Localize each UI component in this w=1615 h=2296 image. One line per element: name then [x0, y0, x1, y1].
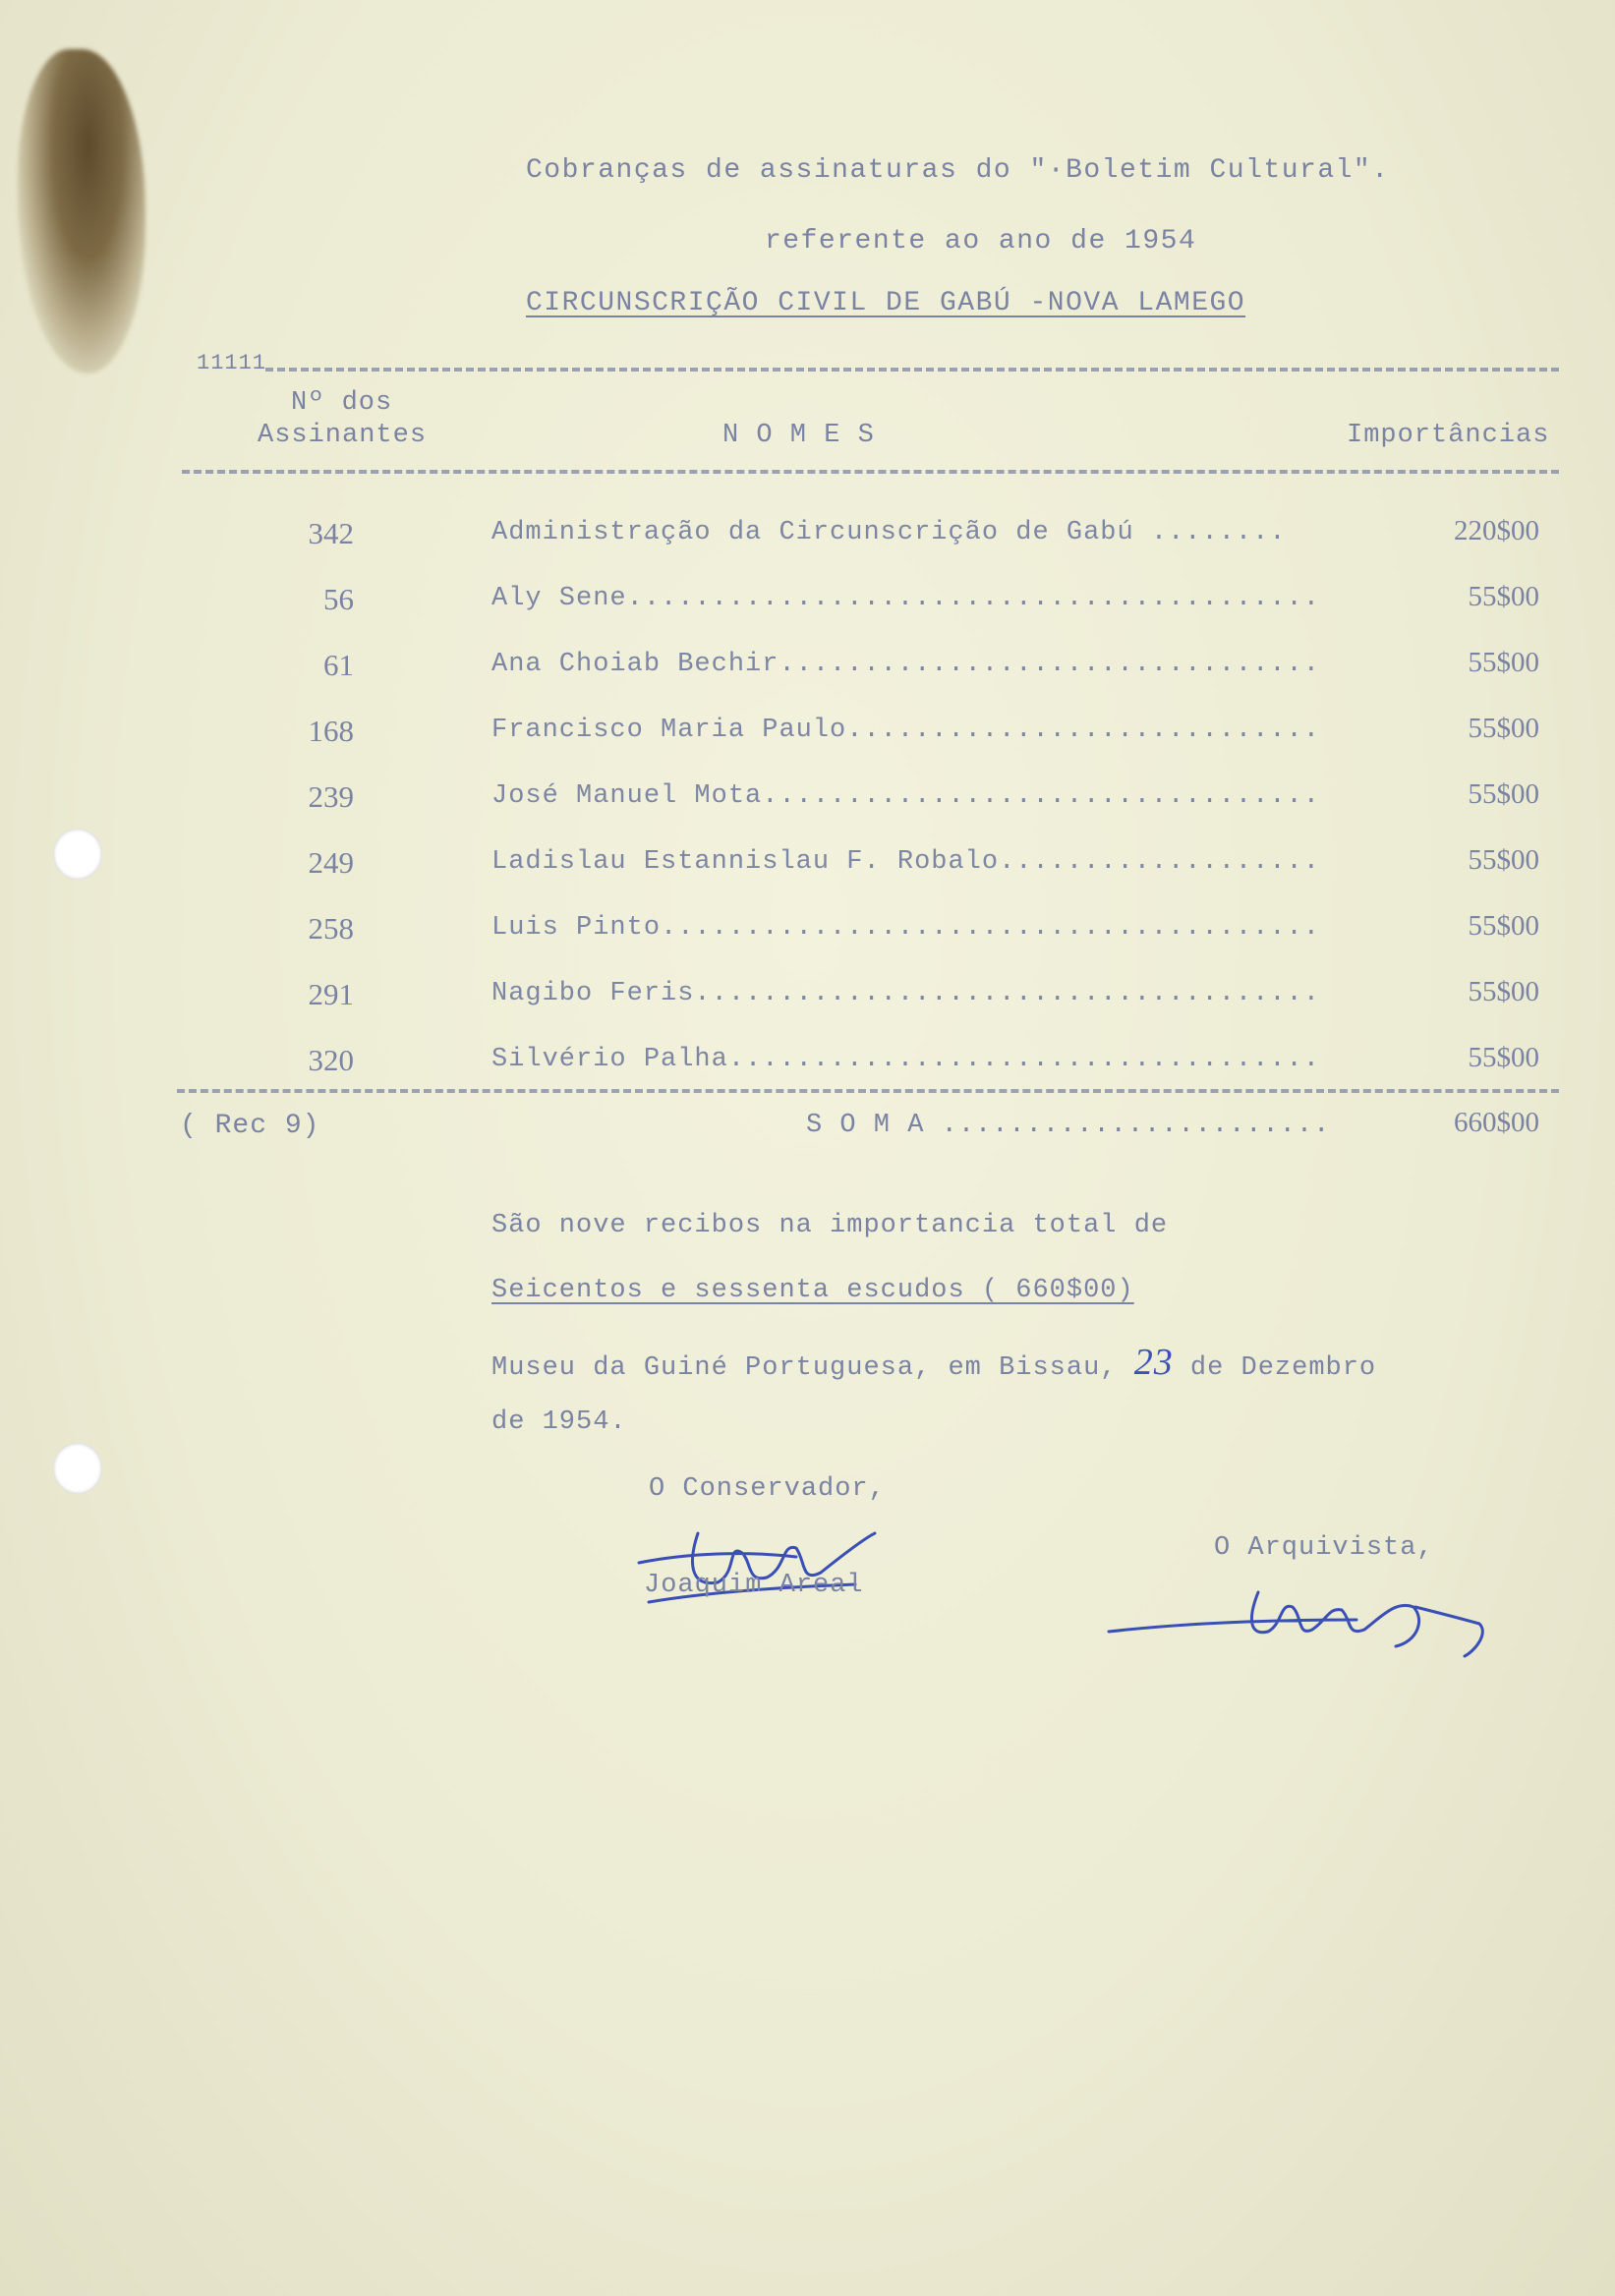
row-name: Nagibo Feris..................................... — [491, 979, 1320, 1008]
row-name: José Manuel Mota................................. — [491, 781, 1320, 811]
body-line-3-start: Museu da Guiné Portuguesa, em Bissau, — [491, 1353, 1118, 1383]
row-name: Administração da Circunscrição de Gabú ........ — [491, 518, 1287, 547]
row-subscriber-number: 258 — [308, 911, 354, 946]
body-line-3 — [491, 1341, 1376, 1384]
archivist-title: O Arquivista, — [1214, 1533, 1434, 1563]
handwritten-day: 23 — [1133, 1342, 1174, 1383]
col-num-line2: Assinantes — [258, 421, 428, 450]
punch-hole-lower — [53, 1443, 102, 1494]
conservator-name: Joaquim Areal — [644, 1571, 864, 1600]
row-subscriber-number: 249 — [308, 845, 354, 880]
row-name: Francisco Maria Paulo............................ — [491, 716, 1320, 745]
row-name: Silvério Palha................................... — [491, 1045, 1320, 1074]
rule-header — [182, 470, 1559, 474]
total-label: S O M A ....................... — [806, 1111, 1331, 1140]
row-subscriber-number: 320 — [308, 1043, 354, 1077]
row-subscriber-number: 56 — [323, 582, 354, 616]
row-amount: 55$00 — [1468, 581, 1539, 612]
body-line-3-end: de Dezembro — [1189, 1353, 1377, 1383]
archivist-signature — [1101, 1563, 1514, 1671]
row-amount: 55$00 — [1468, 1042, 1539, 1073]
rule-totals — [177, 1089, 1559, 1093]
row-subscriber-number: 342 — [308, 516, 354, 550]
rule-top — [265, 368, 1559, 372]
body-line-2: Seicentos e sessenta escudos ( 660$00) — [491, 1276, 1134, 1305]
row-amount: 55$00 — [1468, 647, 1539, 678]
row-subscriber-number: 168 — [308, 714, 354, 748]
row-amount: 55$00 — [1468, 910, 1539, 942]
conservator-title: O Conservador, — [649, 1474, 886, 1504]
body-line-1: São nove recibos na importancia total de — [491, 1211, 1169, 1240]
row-subscriber-number: 291 — [308, 977, 354, 1011]
rec-count: ( Rec 9) — [180, 1111, 320, 1141]
row-name: Ana Choiab Bechir................................ — [491, 650, 1320, 679]
punch-hole-upper — [53, 829, 102, 880]
top-marker: 11111 — [197, 351, 267, 375]
header-line-3: CIRCUNSCRIÇÃO CIVIL DE GABÚ -NOVA LAMEGO — [526, 288, 1246, 318]
total-amount: 660$00 — [1454, 1107, 1539, 1138]
col-num-line1: Nº dos — [291, 388, 393, 418]
conservator-signature — [629, 1494, 924, 1622]
col-names: N O M E S — [722, 421, 875, 450]
row-amount: 55$00 — [1468, 713, 1539, 744]
row-subscriber-number: 61 — [323, 648, 354, 682]
row-name: Luis Pinto....................................... — [491, 913, 1320, 943]
row-amount: 55$00 — [1468, 976, 1539, 1007]
paper-stain — [18, 49, 145, 373]
row-name: Aly Sene......................................... — [491, 584, 1320, 613]
header-line-1: Cobranças de assinaturas do "·Boletim Cultural". — [526, 155, 1390, 186]
row-amount: 55$00 — [1468, 778, 1539, 810]
row-amount: 55$00 — [1468, 844, 1539, 876]
row-name: Ladislau Estannislau F. Robalo................... — [491, 847, 1320, 877]
header-line-2: referente ao ano de 1954 — [765, 226, 1197, 257]
col-amounts: Importâncias — [1347, 421, 1550, 450]
body-line-4: de 1954. — [491, 1407, 627, 1437]
row-subscriber-number: 239 — [308, 779, 354, 814]
row-amount: 220$00 — [1454, 515, 1539, 546]
